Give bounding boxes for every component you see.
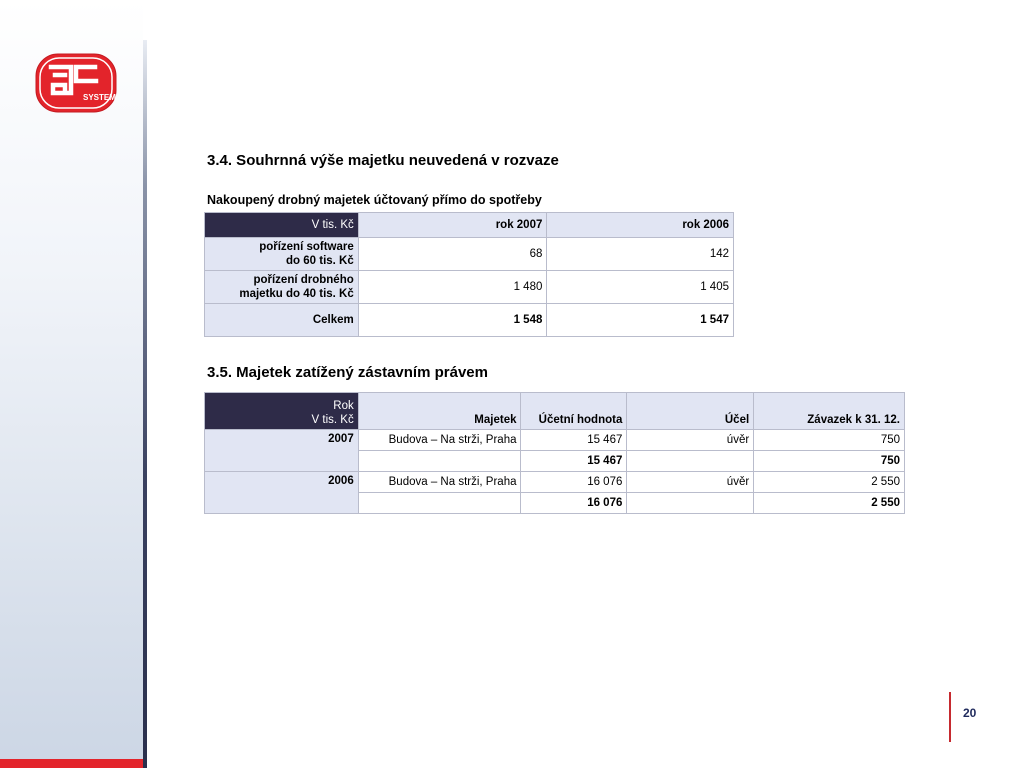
- table-row: [205, 430, 905, 451]
- cell-ucetni: 15 467: [521, 430, 627, 451]
- table-row: [205, 238, 734, 271]
- cell-zavazek: 2 550: [754, 472, 905, 493]
- table-header-row: [205, 393, 905, 430]
- section-heading-3-5: 3.5. Majetek zatížený zástavním právem: [207, 364, 488, 381]
- svg-text:SYSTEM: SYSTEM: [83, 93, 116, 102]
- sidebar-panel: [0, 0, 143, 768]
- subtotal-ucetni: 16 076: [521, 493, 627, 514]
- cell-zavazek: 750: [754, 430, 905, 451]
- row-label: pořízení drobného majetku do 40 tis. Kč: [205, 271, 359, 304]
- cell-majetek: Budova – Na strži, Praha: [358, 430, 521, 451]
- page-number-divider: [949, 692, 951, 742]
- table-row: [205, 472, 905, 493]
- total-2007: 1 548: [358, 304, 547, 337]
- total-2006: 1 547: [547, 304, 734, 337]
- cell-ucel: úvěr: [627, 472, 754, 493]
- header-majetek: Majetek: [358, 393, 521, 430]
- section-heading-3-4: 3.4. Souhrnná výše majetku neuvedená v rozvaze: [207, 152, 559, 169]
- year-cell: 2007: [205, 430, 359, 472]
- cell-empty: [627, 493, 754, 514]
- cell-ucel: úvěr: [627, 430, 754, 451]
- row-label: pořízení software do 60 tis. Kč: [205, 238, 359, 271]
- header-year-2006: rok 2006: [547, 213, 734, 238]
- cell-ucetni: 16 076: [521, 472, 627, 493]
- header-year-2007: rok 2007: [358, 213, 547, 238]
- subtotal-zavazek: 2 550: [754, 493, 905, 514]
- table-total-row: [205, 304, 734, 337]
- pledged-assets-table: [204, 392, 905, 514]
- small-assets-table: [204, 212, 734, 337]
- sidebar-edge: [143, 40, 147, 768]
- header-ucetni-hodnota: Účetní hodnota: [521, 393, 627, 430]
- cell-2007: 68: [358, 238, 547, 271]
- header-zavazek: Závazek k 31. 12.: [754, 393, 905, 430]
- gc-system-logo: [35, 53, 117, 113]
- table-caption: Nakoupený drobný majetek účtovaný přímo do spotřeby: [207, 193, 542, 207]
- year-cell: 2006: [205, 472, 359, 514]
- cell-majetek: Budova – Na strži, Praha: [358, 472, 521, 493]
- bottom-accent-bar: [0, 759, 143, 768]
- table-header-row: [205, 213, 734, 238]
- cell-2007: 1 480: [358, 271, 547, 304]
- cell-empty: [358, 451, 521, 472]
- table-row: [205, 271, 734, 304]
- cell-empty: [627, 451, 754, 472]
- cell-empty: [358, 493, 521, 514]
- cell-2006: 1 405: [547, 271, 734, 304]
- header-ucel: Účel: [627, 393, 754, 430]
- row-label: Celkem: [205, 304, 359, 337]
- subtotal-ucetni: 15 467: [521, 451, 627, 472]
- cell-2006: 142: [547, 238, 734, 271]
- subtotal-zavazek: 750: [754, 451, 905, 472]
- header-unit: V tis. Kč: [205, 213, 359, 238]
- header-year-unit: Rok V tis. Kč: [205, 393, 359, 430]
- page-number: 20: [963, 706, 977, 720]
